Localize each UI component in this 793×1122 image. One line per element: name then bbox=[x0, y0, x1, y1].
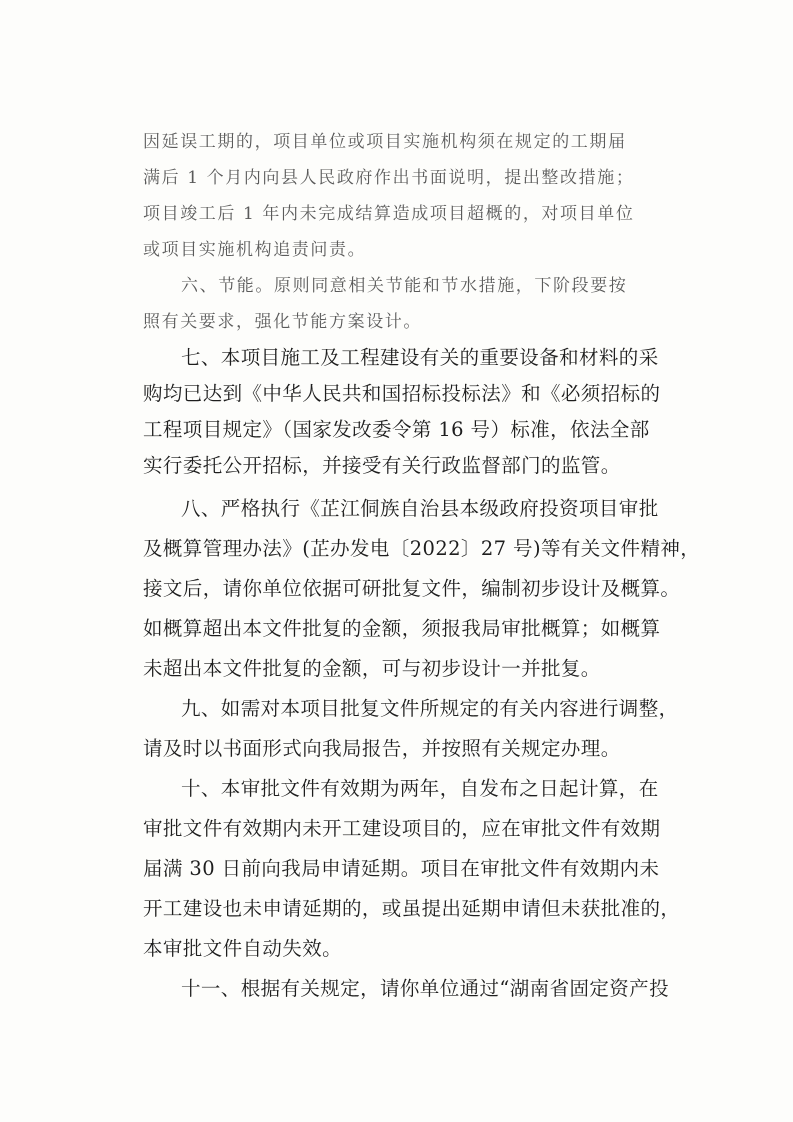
text-line: 届满 30 日前向我局申请延期。项目在审批文件有效期内未 bbox=[143, 857, 660, 880]
text-line: 满后 1 个月内向县人民政府作出书面说明，提出整改措施； bbox=[143, 168, 635, 188]
text-line: 因延误工期的，项目单位或项目实施机构须在规定的工期届 bbox=[143, 132, 627, 152]
text-line: 照有关要求，强化节能方案设计。 bbox=[143, 312, 422, 332]
text-line: 九、如需对本项目批复文件所规定的有关内容进行调整， bbox=[181, 697, 679, 720]
text-line: 开工建设也未申请延期的，或虽提出延期申请但未获批准的， bbox=[143, 897, 681, 920]
text-line: 未超出本文件批复的金额，可与初步设计一并批复。 bbox=[143, 657, 601, 680]
text-line: 十一、根据有关规定，请你单位通过“湖南省固定资产投 bbox=[181, 977, 669, 1000]
text-line: 如概算超出本文件批复的金额，须报我局审批概算；如概算 bbox=[143, 617, 661, 640]
text-line: 工程项目规定》（国家发改委令第 16 号）标准，依法全部 bbox=[143, 418, 650, 441]
text-line: 审批文件有效期内未开工建设项目的，应在审批文件有效期 bbox=[143, 817, 661, 840]
text-line: 本审批文件自动失效。 bbox=[143, 937, 343, 960]
text-line: 八、严格执行《芷江侗族自治县本级政府投资项目审批 bbox=[181, 497, 659, 520]
text-line: 项目竣工后 1 年内未完成结算造成项目超概的，对项目单位 bbox=[143, 204, 635, 224]
text-line: 实行委托公开招标，并接受有关行政监督部门的监管。 bbox=[143, 454, 621, 477]
text-line: 十、本审批文件有效期为两年，自发布之日起计算，在 bbox=[181, 777, 659, 800]
text-line: 及概算管理办法》(芷办发电〔2022〕27 号)等有关文件精神， bbox=[143, 537, 701, 560]
text-line: 或项目实施机构追责问责。 bbox=[143, 240, 367, 260]
text-line: 七、本项目施工及工程建设有关的重要设备和材料的采 bbox=[181, 346, 659, 369]
text-line: 请及时以书面形式向我局报告，并按照有关规定办理。 bbox=[143, 737, 621, 760]
text-line: 六、节能。原则同意相关节能和节水措施，下阶段要按 bbox=[181, 276, 628, 296]
text-line: 购均已达到《中华人民共和国招标投标法》和《必须招标的 bbox=[143, 382, 661, 405]
text-line: 接文后，请你单位依据可研批复文件，编制初步设计及概算。 bbox=[143, 577, 681, 600]
